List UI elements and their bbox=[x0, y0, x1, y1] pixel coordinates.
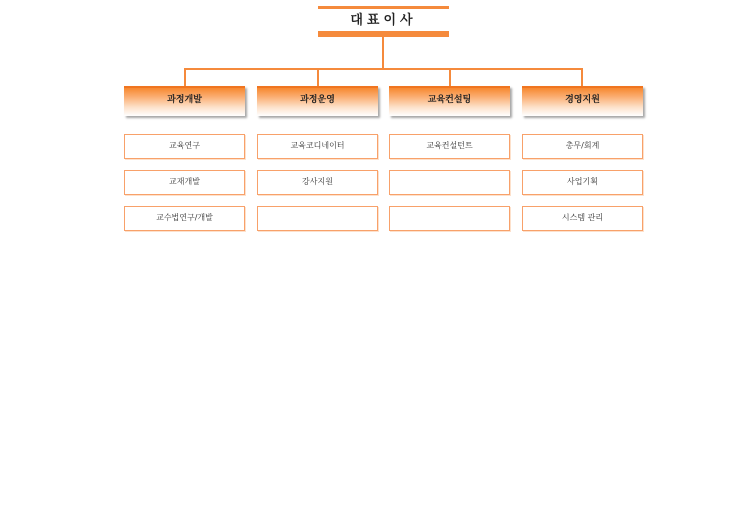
ceo-box bbox=[318, 6, 449, 37]
team-box bbox=[124, 134, 245, 159]
dept-label: 경영지원 bbox=[565, 95, 600, 105]
team-label: 강사지원 bbox=[302, 177, 333, 186]
team-box bbox=[389, 134, 510, 159]
ceo-label: 대표이사 bbox=[350, 13, 417, 28]
dept-label: 과정운영 bbox=[300, 95, 335, 105]
dept-box-education-consulting bbox=[389, 86, 510, 116]
dept-box-course-operation bbox=[257, 86, 378, 116]
dept-label: 교육컨설팅 bbox=[427, 95, 472, 105]
team-box-empty bbox=[257, 206, 378, 231]
ceo-connector-line bbox=[382, 37, 384, 68]
dept-box-management-support bbox=[522, 86, 643, 116]
team-box-empty bbox=[389, 206, 510, 231]
team-label: 교육코디네이터 bbox=[290, 141, 345, 150]
team-box bbox=[124, 170, 245, 195]
dept-3-connector-line bbox=[449, 68, 451, 87]
team-label: 총무/회계 bbox=[565, 141, 600, 150]
team-label: 교육연구 bbox=[169, 141, 200, 150]
team-box bbox=[522, 134, 643, 159]
team-box-empty bbox=[389, 170, 510, 195]
team-box bbox=[257, 170, 378, 195]
team-box bbox=[257, 134, 378, 159]
dept-1-connector-line bbox=[184, 68, 186, 87]
team-label: 교재개발 bbox=[169, 177, 200, 186]
team-box bbox=[522, 170, 643, 195]
team-box bbox=[124, 206, 245, 231]
dept-label: 과정개발 bbox=[167, 95, 202, 105]
dept-4-connector-line bbox=[581, 68, 583, 87]
ceo-top-bar bbox=[318, 6, 449, 9]
dept-2-connector-line bbox=[317, 68, 319, 87]
team-label: 시스템 관리 bbox=[561, 213, 604, 222]
dept-box-course-development bbox=[124, 86, 245, 116]
team-label: 사업기획 bbox=[567, 177, 598, 186]
team-box bbox=[522, 206, 643, 231]
team-label: 교수법연구/개발 bbox=[156, 213, 213, 222]
horizontal-connector-line bbox=[184, 68, 583, 70]
team-label: 교육컨설턴트 bbox=[426, 141, 473, 150]
